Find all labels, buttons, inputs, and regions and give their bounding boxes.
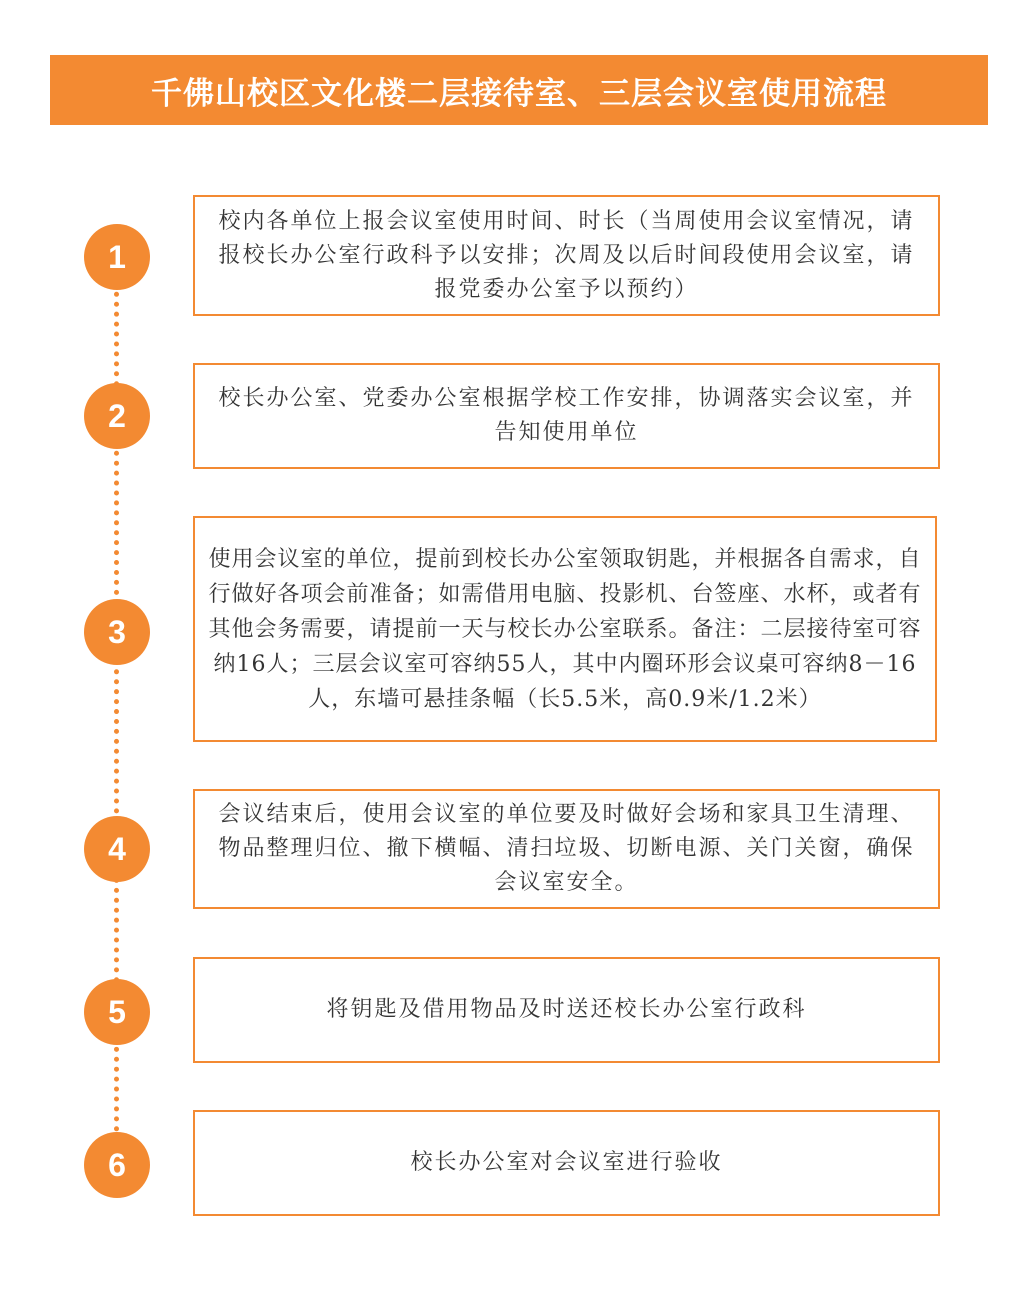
step-text-1: 校内各单位上报会议室使用时间、时长（当周使用会议室情况，请报校长办公室行政科予以安排；次周及以后时间段使用会议室，请报党委办公室予以预约）	[218, 208, 915, 302]
step-number-1: 1	[84, 224, 150, 290]
step-box-5	[193, 957, 940, 1063]
page-title: 千佛山校区文化楼二层接待室、三层会议室使用流程	[50, 55, 988, 125]
step-number-4: 4	[84, 816, 150, 882]
step-number-2: 2	[84, 383, 150, 449]
step-box-2	[193, 363, 940, 469]
step-box-1	[193, 195, 940, 316]
step-box-3	[193, 516, 937, 742]
step-number-5: 5	[84, 979, 150, 1045]
step-number-6: 6	[84, 1132, 150, 1198]
step-number-3: 3	[84, 599, 150, 665]
step-text-5: 将钥匙及借用物品及时送还校长办公室行政科	[326, 997, 807, 1022]
step-text-2: 校长办公室、党委办公室根据学校工作安排，协调落实会议室，并告知使用单位	[218, 386, 915, 445]
step-text-6: 校长办公室对会议室进行验收	[410, 1150, 723, 1175]
step-box-4	[193, 789, 940, 909]
step-text-4: 会议结束后，使用会议室的单位要及时做好会场和家具卫生清理、物品整理归位、撤下横幅、清扫垃圾、切断电源、关门关窗，确保会议室安全。	[218, 802, 915, 895]
step-box-6	[193, 1110, 940, 1216]
step-text-3: 使用会议室的单位，提前到校长办公室领取钥匙，并根据各自需求，自行做好各项会前准备；如需借用电脑、投影机、台签座、水杯，或者有其他会务需要，请提前一天与校长办公室联系。备注：二层接待室可容纳16人；三层会议室可容纳55人，其中内圈环形会议桌可容纳8－16人，东墙可悬挂条幅（长5.5米，高0.9米/1.2米）	[208, 546, 922, 712]
